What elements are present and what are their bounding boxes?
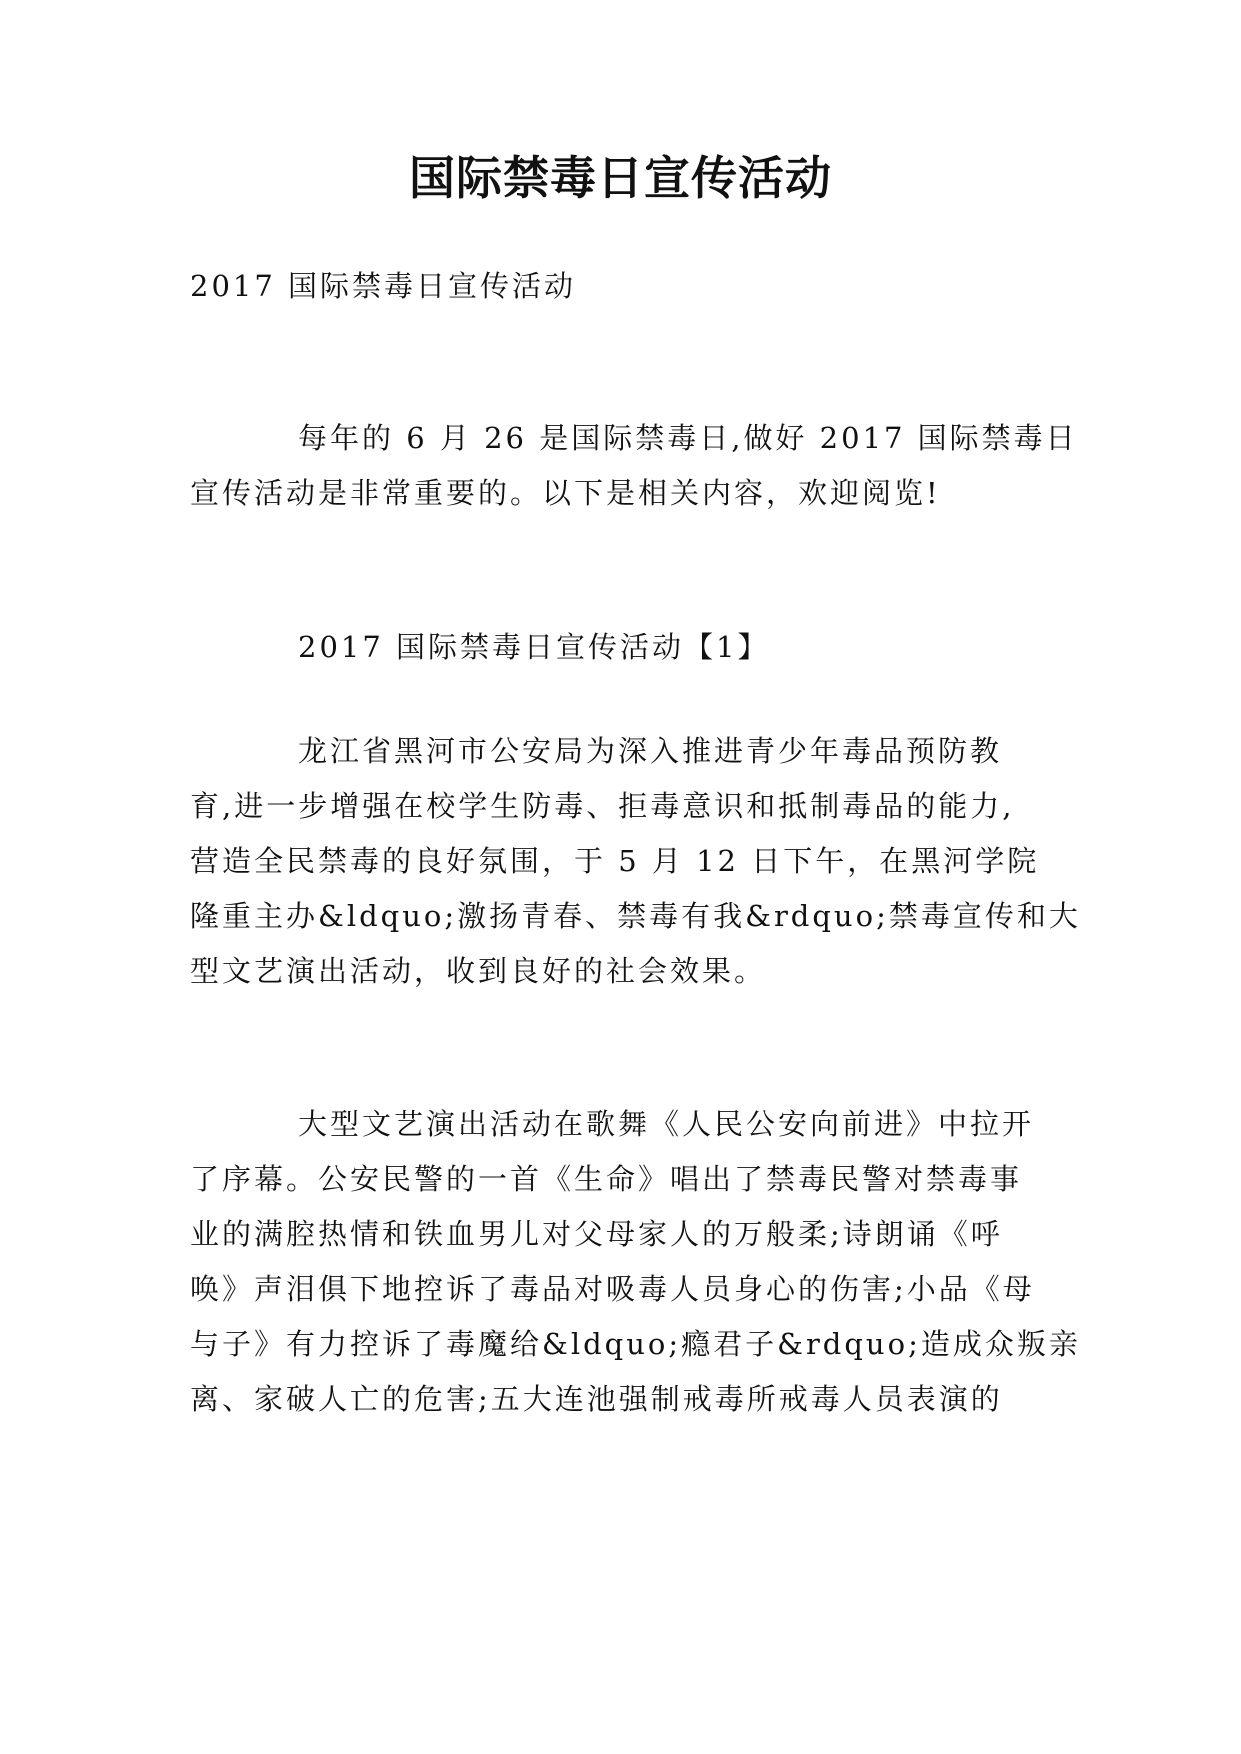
- paragraph-line: 了序幕。公安民警的一首《生命》唱出了禁毒民警对禁毒事: [190, 1162, 1023, 1196]
- paragraph-line: 营造全民禁毒的良好氛围，于 5 月 12 日下午，在黑河学院: [190, 844, 1040, 878]
- paragraph-line: 隆重主办&ldquo;激扬青春、禁毒有我&rdquo;禁毒宣传和大: [190, 899, 1081, 933]
- paragraph-line: 唤》声泪俱下地控诉了毒品对吸毒人员身心的伤害;小品《母: [190, 1272, 1035, 1306]
- section-heading: 2017 国际禁毒日宣传活动【1】: [298, 630, 770, 664]
- intro-line: 宣传活动是非常重要的。以下是相关内容，欢迎阅览!: [190, 476, 941, 510]
- paragraph-line: 育,进一步增强在校学生防毒、拒毒意识和抵制毒品的能力,: [190, 789, 1015, 823]
- paragraph-line: 龙江省黑河市公安局为深入推进青少年毒品预防教: [298, 734, 1003, 768]
- paragraph-line: 业的满腔热情和铁血男儿对父母家人的万般柔;诗朗诵《呼: [190, 1217, 1003, 1251]
- paragraph-line: 大型文艺演出活动在歌舞《人民公安向前进》中拉开: [298, 1107, 1035, 1141]
- paragraph-line: 离、家破人亡的危害;五大连池强制戒毒所戒毒人员表演的: [190, 1382, 1003, 1416]
- document-title: 国际禁毒日宣传活动: [409, 151, 832, 205]
- paragraph-line: 与子》有力控诉了毒魔给&ldquo;瘾君子&rdquo;造成众叛亲: [190, 1327, 1081, 1361]
- document-subtitle: 2017 国际禁毒日宣传活动: [190, 269, 577, 303]
- paragraph-line: 型文艺演出活动，收到良好的社会效果。: [190, 954, 767, 988]
- intro-line: 每年的 6 月 26 是国际禁毒日,做好 2017 国际禁毒日: [298, 421, 1078, 455]
